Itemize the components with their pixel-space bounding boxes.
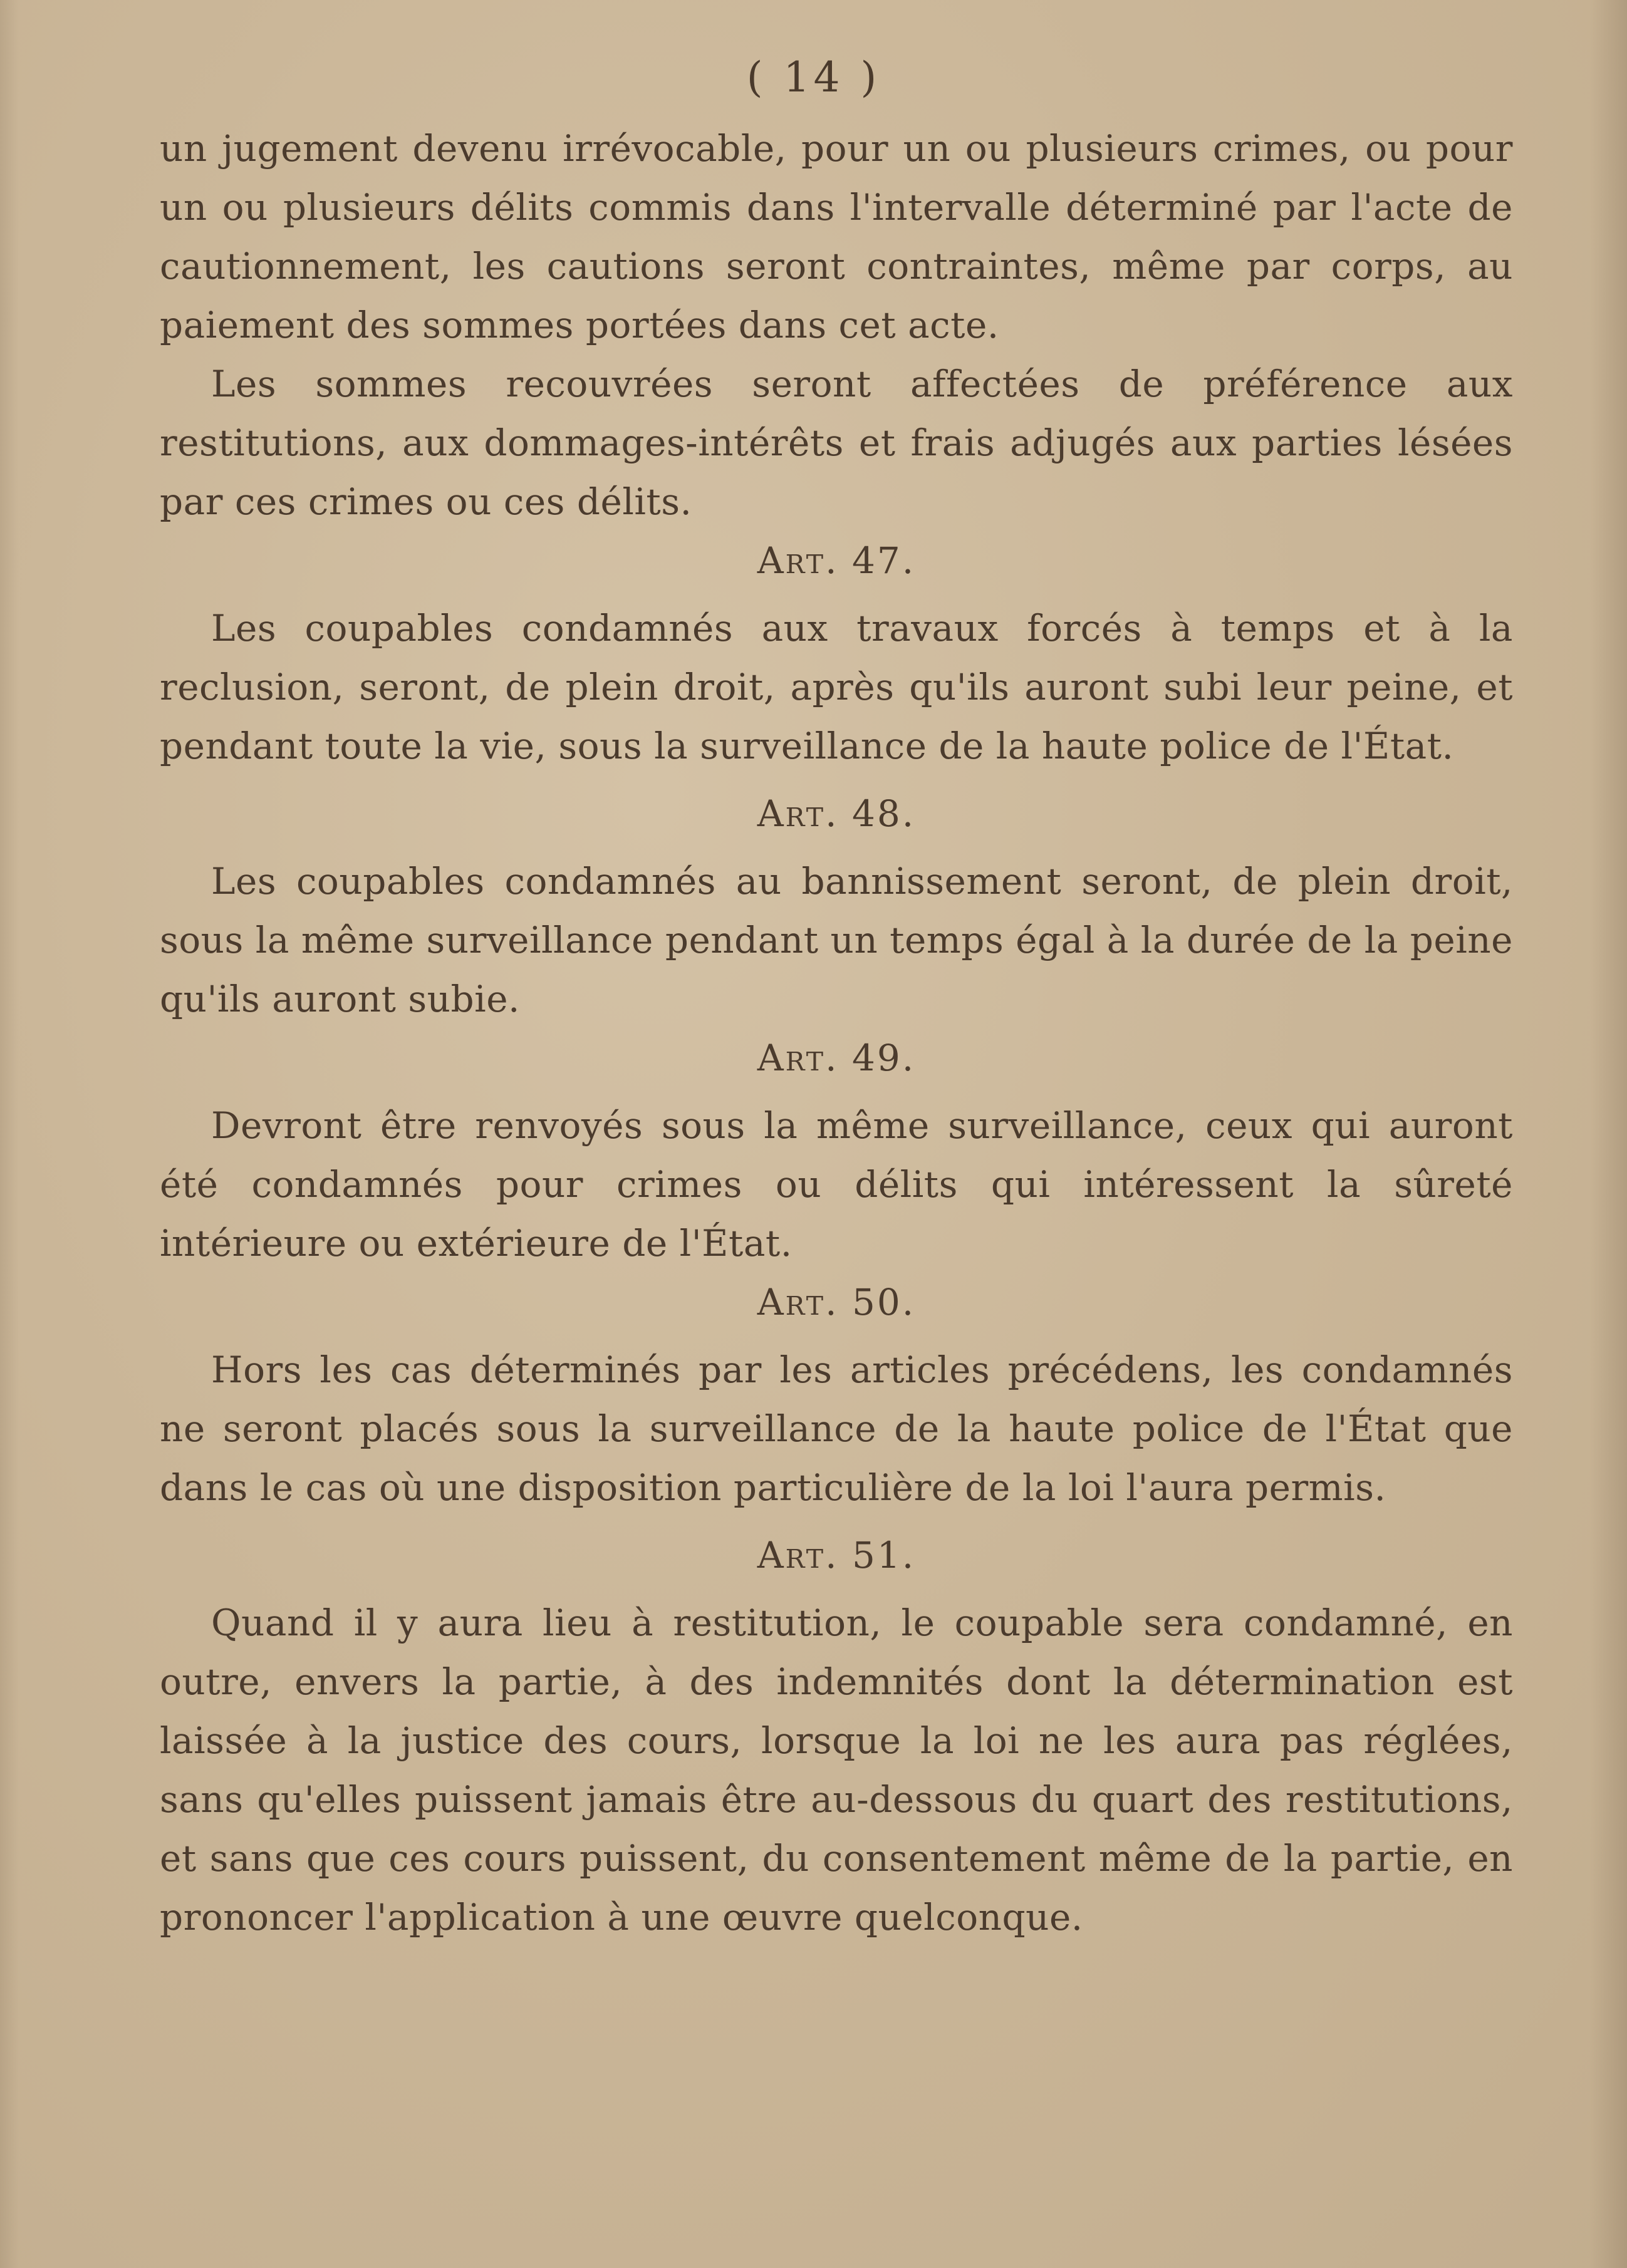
page-left-shadow: [0, 0, 19, 2268]
article-heading: Art. 48.: [757, 792, 916, 835]
page-number: ( 14 ): [746, 53, 881, 101]
paragraph: Les sommes recouvrées seront affectées de préférence aux restitutions, aux dommages-intérêts et frais adjugés aux parties lésées par ces crimes ou ces délits.: [160, 363, 1513, 523]
paragraph: Quand il y aura lieu à restitution, le coupable sera condamné, en outre, envers la partie, à des indemnités dont la détermination est laissée à la justice des cours, lorsque la loi ne les aura pas réglées, sans qu'elles puissent jamais être au-dessous du quart des restitutions, et sans que ces cours puissent, du consentement même de la partie, en prononcer l'application à une œuvre quelconque.: [160, 1602, 1513, 1939]
article-heading: Art. 49.: [757, 1037, 916, 1079]
page-right-shadow: [1589, 0, 1627, 2268]
article-heading: Art. 51.: [757, 1534, 916, 1577]
paragraph: Les coupables condamnés aux travaux forcés à temps et à la reclusion, seront, de plein droit, après qu'ils auront subi leur peine, et pendant toute la vie, sous la surveillance de la haute police de l'État.: [160, 607, 1513, 767]
article-heading: Art. 50.: [757, 1281, 916, 1323]
page-text: [160, 119, 1513, 1947]
paragraph: un jugement devenu irrévocable, pour un ou plusieurs crimes, ou pour un ou plusieurs délits commis dans l'intervalle déterminé par l'acte de cautionnement, les cautions seront contraintes, même par corps, au paiement des sommes portées dans cet acte.: [160, 127, 1513, 346]
paragraph: Hors les cas déterminés par les articles précédens, les condamnés ne seront placés sous la surveillance de la haute police de l'État que dans le cas où une disposition particulière de la loi l'aura permis.: [160, 1349, 1513, 1509]
paragraph: Les coupables condamnés au bannissement seront, de plein droit, sous la même surveillance pendant un temps égal à la durée de la peine qu'ils auront subie.: [160, 860, 1513, 1020]
paragraph: Devront être renvoyés sous la même surveillance, ceux qui auront été condamnés pour crimes ou délits qui intéressent la sûreté intérieure ou extérieure de l'État.: [160, 1104, 1513, 1265]
article-heading: Art. 47.: [757, 539, 916, 582]
